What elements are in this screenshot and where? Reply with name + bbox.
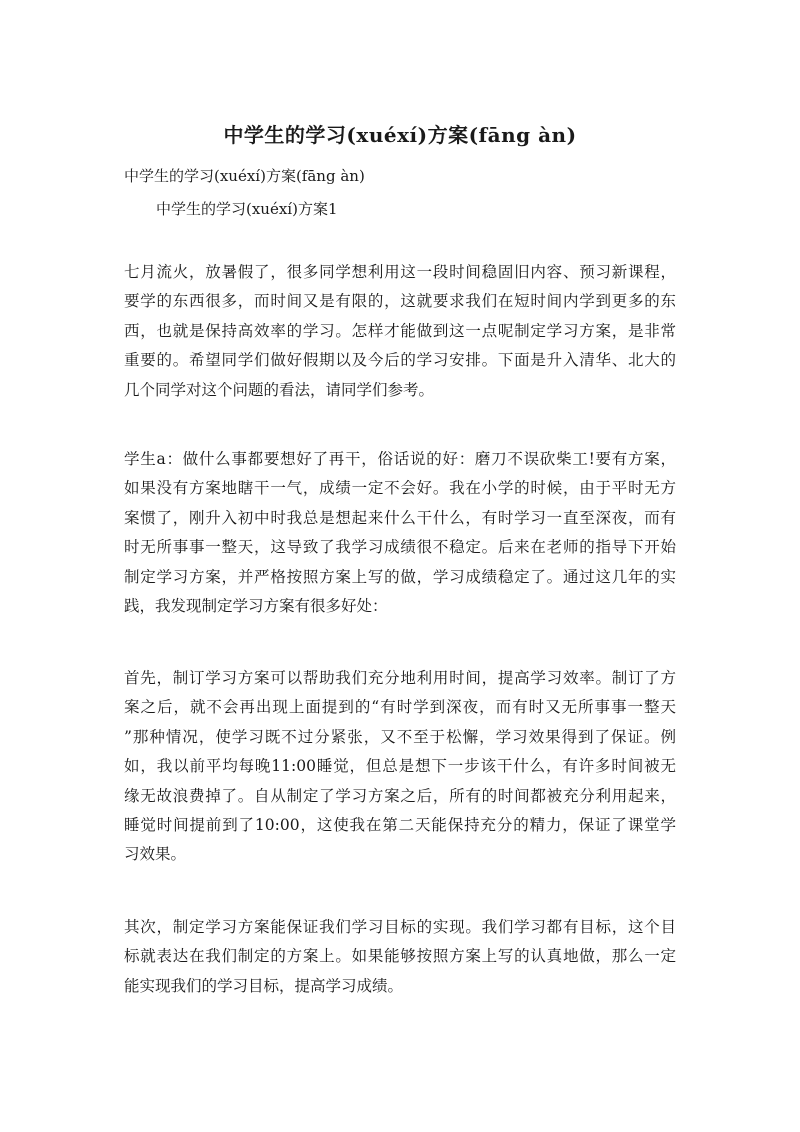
paragraph-line: 其次，制定学习方案能保证我们学习目标的实现。我们学习都有目标，这个目	[124, 918, 676, 936]
paragraph-line: 习效果。	[124, 845, 187, 864]
paragraph-line: 睡觉时间提前到了10:00，这使我在第二天能保持充分的精力，保证了课堂学	[124, 816, 676, 835]
document-title: 中学生的学习(xuéxí)方案(fāng àn)	[223, 123, 577, 147]
paragraph-line: 时无所事事一整天，这导致了我学习成绩很不稳定。后来在老师的指导下开始	[124, 538, 676, 557]
paragraph-first	[124, 664, 676, 870]
paragraph-line: 案惯了，刚升入初中时我总是想起来什么干什么，有时学习一直至深夜，而有	[124, 508, 676, 527]
paragraph-line: 如，我以前平均每晚11:00睡觉，但总是想下一步该干什么，有许多时间被无	[124, 757, 676, 776]
paragraph-line: 缘无故浪费掉了。自从制定了学习方案之后，所有的时间都被充分利用起来，	[124, 786, 676, 805]
paragraph-line: 几个同学对这个问题的看法，请同学们参考。	[124, 380, 435, 399]
section-heading: 中学生的学习(xuéxí)方案1	[156, 200, 338, 218]
paragraph-intro	[124, 258, 676, 405]
paragraph-line: 制定学习方案，并严格按照方案上写的做，学习成绩稳定了。通过这几年的实	[124, 567, 676, 586]
paragraph-line: 能实现我们的学习目标，提高学习成绩。	[124, 976, 404, 995]
paragraph-line: 重要的。希望同学们做好假期以及今后的学习安排。下面是升入清华、北大的	[124, 351, 676, 370]
paragraph-line: 如果没有方案地瞎干一气，成绩一定不会好。我在小学的时候，由于平时无方	[124, 479, 676, 498]
paragraph-line: 案之后，就不会再出现上面提到的“有时学到深夜，而有时又无所事事一整天	[124, 698, 676, 717]
paragraph-line: 七月流火，放暑假了，很多同学想利用这一段时间稳固旧内容、预习新课程，	[124, 263, 676, 281]
paragraph-line: 学生a：做什么事都要想好了再干，俗话说的好：磨刀不误砍柴工!要有方案，	[124, 450, 676, 468]
paragraph-line: 践，我发现制定学习方案有很多好处：	[124, 597, 388, 616]
document-subtitle: 中学生的学习(xuéxí)方案(fāng àn)	[124, 167, 365, 185]
paragraph-line: 标就表达在我们制定的方案上。如果能够按照方案上写的认真地做，那么一定	[124, 947, 676, 966]
paragraph-line: 要学的东西很多，而时间又是有限的，这就要求我们在短时间内学到更多的东	[124, 292, 676, 311]
paragraph-student-a	[124, 445, 676, 621]
paragraph-second	[124, 913, 676, 1001]
paragraph-line: 首先，制订学习方案可以帮助我们充分地利用时间，提高学习效率。制订了方	[124, 669, 676, 687]
paragraph-line: ”那种情况，使学习既不过分紧张，又不至于松懈，学习效果得到了保证。例	[124, 727, 676, 746]
paragraph-line: 西，也就是保持高效率的学习。怎样才能做到这一点呢制定学习方案，是非常	[124, 321, 676, 340]
